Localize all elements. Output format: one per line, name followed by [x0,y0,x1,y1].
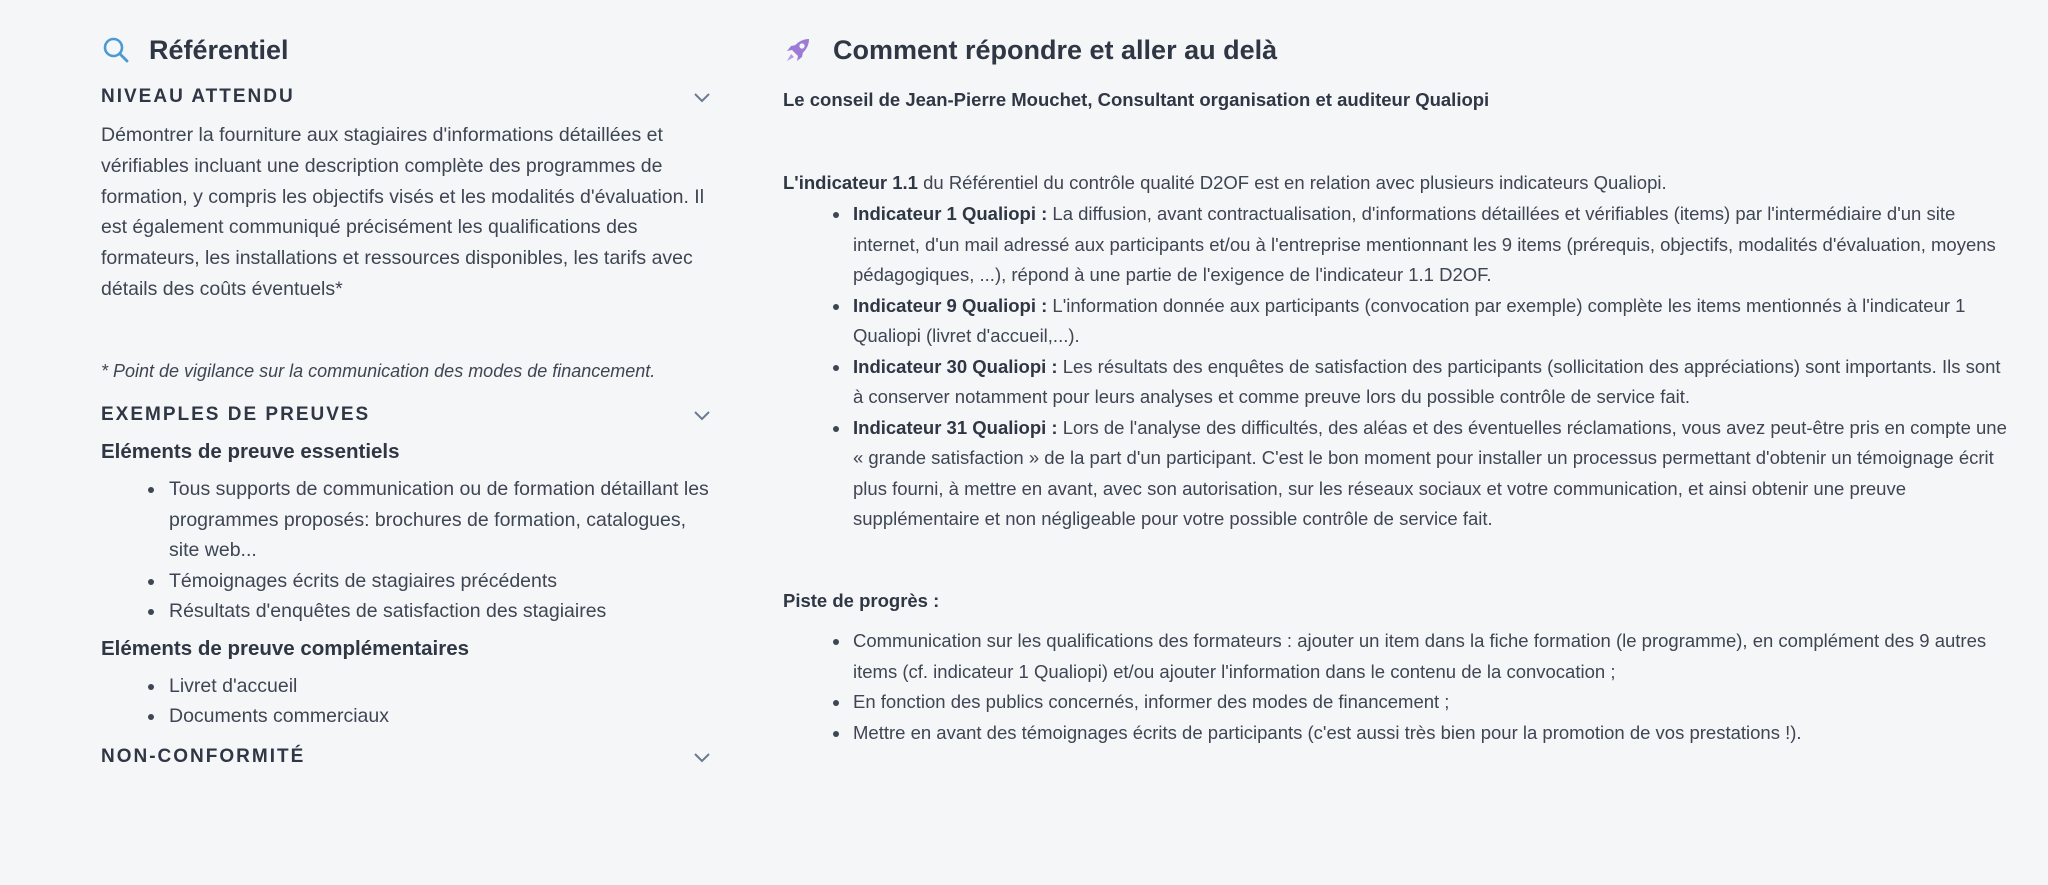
list-item [853,413,2013,535]
list-item: Témoignages écrits de stagiaires précédents [169,566,721,597]
accordion-niveau-attendu[interactable] [101,80,721,114]
niveau-attendu-text: Démontrer la fourniture aux stagiaires d'informations détaillées et vérifiables incluant une description complète des programmes de formation, y compris les objectifs visés et les modalités d'évaluation. Il est également communiqué précisément les qualifications des formateurs, les installations et ressources disponibles, les tarifs avec détails des coûts éventuels* [101,124,705,300]
list-item: Communication sur les qualifications des formateurs : ajouter un item dans la fiche formation (le programme), en complément des 9 autres items (cf. indicateur 1 Qualiopi) et/ou ajouter l'information dans le contenu de la convocation ; [853,626,2013,687]
list-item: Documents commerciaux [169,701,721,732]
intro-rest: du Référentiel du contrôle qualité D2OF est en relation avec plusieurs indicateurs Qualiopi. [917,171,1667,193]
indicator-label: Indicateur 9 Qualiopi : [853,294,1048,316]
list-item [853,291,2013,352]
niveau-attendu-label: NIVEAU ATTENDU [101,86,295,107]
complementaires-list [101,671,721,732]
chevron-down-icon[interactable] [691,404,713,426]
chevron-down-icon[interactable] [691,746,713,768]
conseil-panel [783,30,2013,748]
conseil-title: Comment répondre et aller au delà [833,34,1278,65]
list-item: Résultats d'enquêtes de satisfaction des stagiaires [169,596,721,627]
list-item [853,352,2013,413]
referentiel-header [101,30,721,70]
list-item: Livret d'accueil [169,671,721,702]
list-item [853,199,2013,291]
indicator-label: Indicateur 31 Qualiopi : [853,416,1058,438]
piste-heading: Piste de progrès : [783,589,940,611]
list-item: Mettre en avant des témoignages écrits de participants (c'est aussi très bien pour la promotion de vos prestations !). [853,718,2013,749]
indicator-text: L'information donnée aux participants (convocation par exemple) complète les items mentionnés à l'indicateur 1 Qualiopi (livret d'accueil,...). [853,294,1966,346]
accordion-exemples-preuves[interactable] [101,398,721,432]
complementaires-heading: Eléments de preuve complémentaires [101,636,470,660]
indicator-label: Indicateur 1 Qualiopi : [853,203,1048,224]
rocket-icon [783,35,813,65]
indicators-list [783,199,2013,535]
indicator-text: Lors de l'analyse des difficultés, des aléas et des éventuelles réclamations, vous avez peut-être pris en compte une « grande satisfaction » de la part d'un participant. C'est le bon moment pour installer un processus permettant d'obtenir un témoignage écrit plus fourni, à mettre en avant, avec son autorisation, sur les réseaux sociaux et votre communication, et ainsi obtenir une preuve supplémentaire et non négligeable pour votre possible contrôle de service fait. [853,416,2007,529]
list-item: En fonction des publics concernés, informer des modes de financement ; [853,687,2013,718]
non-conformite-label: NON-CONFORMITÉ [101,745,306,767]
piste-list [783,626,2013,748]
conseil-intro [783,168,2013,199]
referentiel-panel [101,30,721,774]
essentiels-list [101,474,721,627]
indicator-label: Indicateur 30 Qualiopi : [853,355,1058,377]
indicator-text: La diffusion, avant contractualisation, d'informations détaillées et vérifiables (items) par l'intermédiaire d'un site internet, d'un mail adressé aux participants et/ou à l'entreprise mentionnant les 9 items (prérequis, objectifs, modalités d'évaluation, moyens pédagogiques, ...), répond à une partie de l'exigence de l'indicateur 1.1 D2OF. [853,203,1996,285]
referentiel-title: Référentiel [149,34,289,65]
indicator-text: Les résultats des enquêtes de satisfaction des participants (sollicitation des appréciations) sont importants. Ils sont à conserver notamment pour leurs analyses et comme preuve lors du possible contrôle de service fait. [853,355,2001,407]
conseil-author: Le conseil de Jean-Pierre Mouchet, Consultant organisation et auditeur Qualiopi [783,89,1490,110]
accordion-non-conformite[interactable] [101,740,721,774]
essentiels-heading: Eléments de preuve essentiels [101,440,400,464]
intro-bold: L'indicateur 1.1 [783,171,918,193]
search-icon [101,35,131,65]
list-item: Tous supports de communication ou de formation détaillant les programmes proposés: brochures de formation, catalogues, site web... [169,474,721,566]
conseil-header [783,30,2013,70]
chevron-down-icon[interactable] [691,86,713,108]
vigilance-note: * Point de vigilance sur la communication des modes de financement. [101,360,656,381]
exemples-preuves-label: EXEMPLES DE PREUVES [101,404,371,426]
